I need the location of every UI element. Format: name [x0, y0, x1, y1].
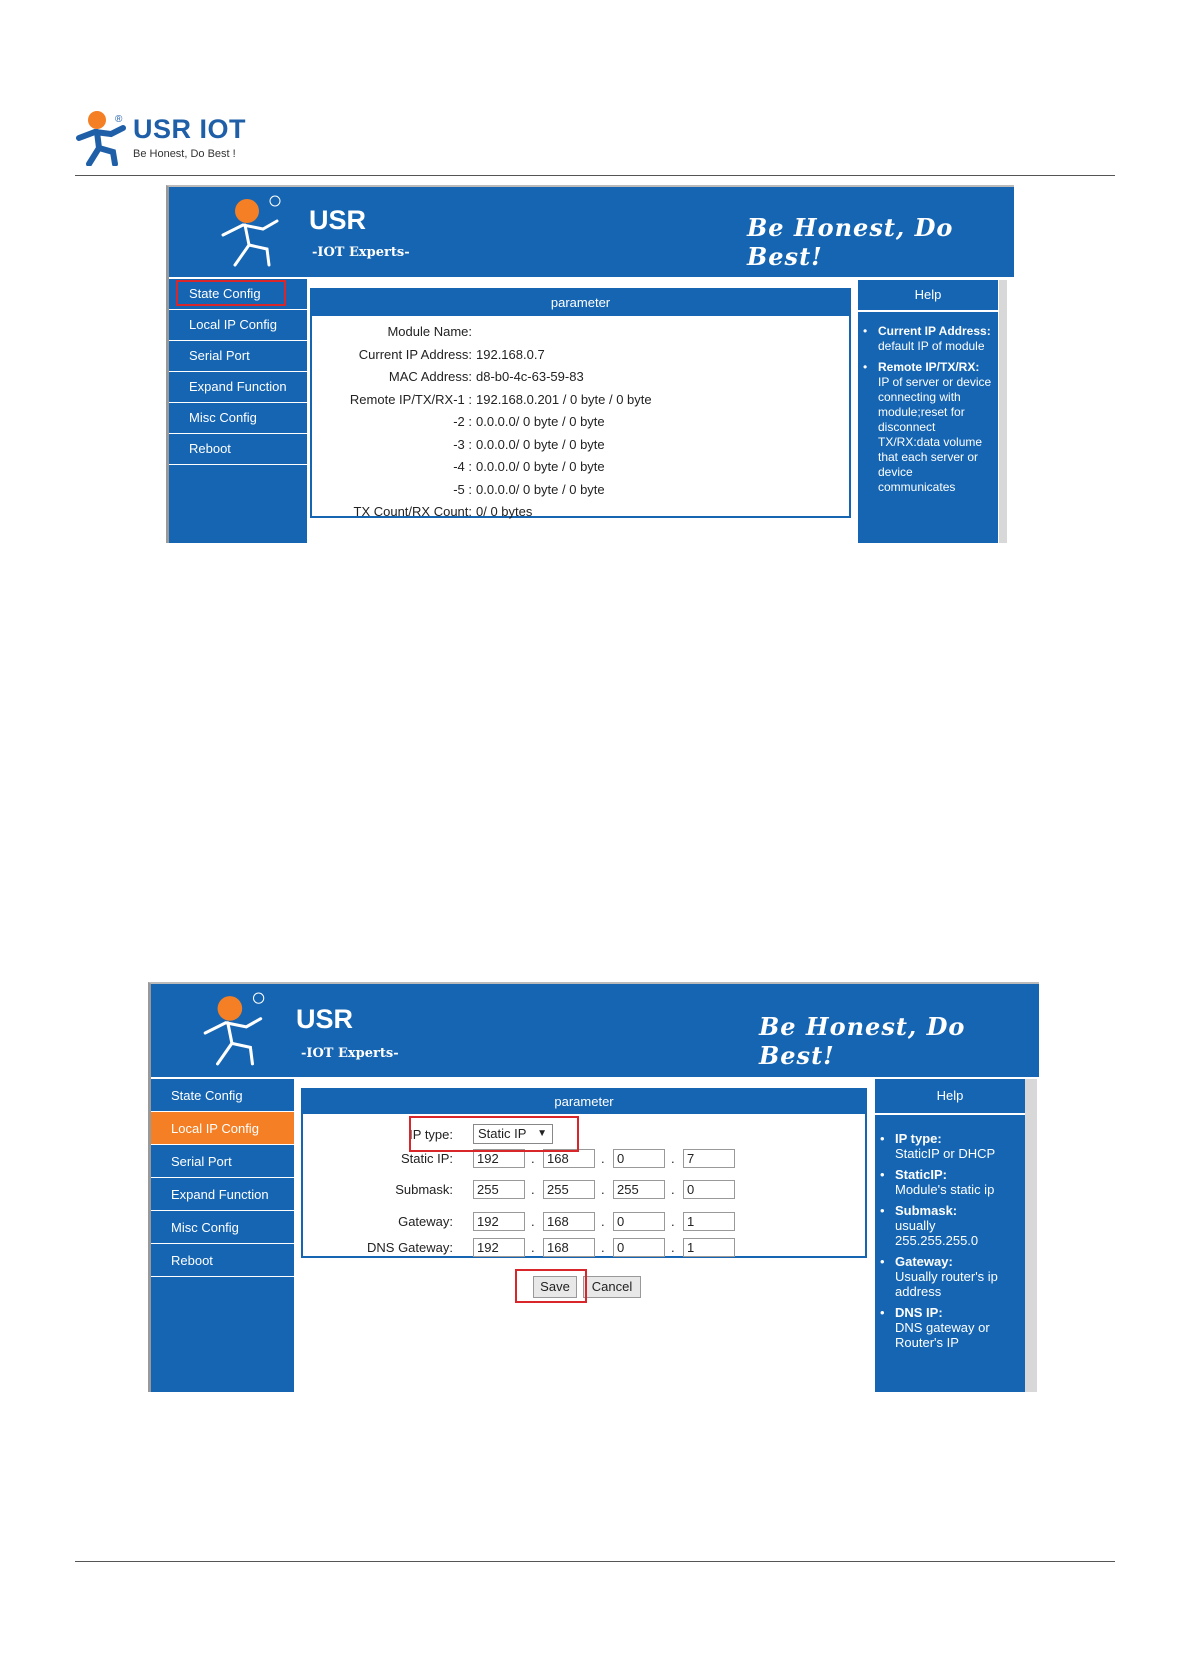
help-item-text: StaticIP or DHCP: [895, 1146, 996, 1161]
ip-octet-input[interactable]: 0: [683, 1180, 735, 1199]
usr-runner-logo-icon: [199, 992, 271, 1070]
ip-octet-input[interactable]: 0: [613, 1149, 665, 1168]
highlight-state-config: [176, 280, 286, 306]
doc-tagline: Be Honest, Do Best !: [133, 148, 236, 160]
help-scrollbar[interactable]: [1025, 1079, 1037, 1392]
nav-serial-port[interactable]: Serial Port: [169, 341, 307, 372]
status-value: 0/ 0 bytes: [476, 504, 533, 519]
svg-text:®: ®: [115, 114, 123, 125]
status-row: [312, 459, 842, 477]
parameter-panel: [310, 288, 851, 518]
status-row: [312, 414, 842, 432]
ip-dot-separator: .: [601, 1214, 605, 1229]
ip-octet-input[interactable]: 1: [683, 1212, 735, 1231]
help-item-text: IP of server or device connecting with module;reset for disconnect TX/RX:data volume that each server or device communicates: [878, 375, 992, 494]
ip-octet-input[interactable]: 168: [543, 1212, 595, 1231]
help-item: [858, 360, 992, 495]
help-header: Help: [875, 1079, 1025, 1115]
parameter-header: parameter: [303, 1090, 865, 1114]
nav-local-ip-config[interactable]: Local IP Config: [151, 1112, 294, 1145]
status-value: 0.0.0.0/ 0 byte / 0 byte: [476, 436, 605, 452]
status-row: [312, 369, 842, 387]
ip-octet-input[interactable]: 168: [543, 1238, 595, 1257]
ip-type-label: IP type:: [409, 1127, 453, 1142]
status-value: 192.168.0.7: [476, 346, 545, 362]
usr-runner-logo-icon: [75, 110, 127, 166]
document-logo: [75, 110, 255, 170]
ip-octet-input[interactable]: 255: [613, 1180, 665, 1199]
nav-reboot[interactable]: Reboot: [169, 434, 307, 465]
status-row: [312, 482, 842, 500]
ip-dot-separator: .: [601, 1240, 605, 1255]
status-label: Current IP Address:: [358, 346, 472, 362]
help-item: [858, 324, 992, 354]
nav-local-ip-config[interactable]: Local IP Config: [169, 310, 307, 341]
sidebar: [151, 1079, 294, 1392]
ip-octet-input[interactable]: 1: [683, 1238, 735, 1257]
status-value: d8-b0-4c-63-59-83: [476, 369, 584, 384]
ip-field-row: [303, 1212, 863, 1232]
status-label: Remote IP/TX/RX-1 :: [349, 391, 472, 407]
status-row: [312, 437, 842, 455]
local-ip-config-screenshot: [148, 982, 1039, 1392]
ip-octet-input[interactable]: 192: [473, 1238, 525, 1257]
ip-octet-input[interactable]: 0: [613, 1212, 665, 1231]
ip-dot-separator: .: [531, 1240, 535, 1255]
banner-slogan: Be Honest, Do Best!: [747, 213, 954, 271]
banner-slogan: Be Honest, Do Best!: [759, 1012, 966, 1070]
help-item-text: Module's static ip: [895, 1182, 995, 1197]
help-list: [858, 324, 992, 501]
status-label: MAC Address:: [388, 369, 472, 384]
footer-divider: [75, 1561, 1115, 1562]
status-row: [312, 504, 842, 522]
ip-dot-separator: .: [671, 1151, 675, 1166]
nav-serial-port[interactable]: Serial Port: [151, 1145, 294, 1178]
nav-expand-function[interactable]: Expand Function: [151, 1178, 294, 1211]
parameter-panel: [301, 1088, 867, 1258]
ip-dot-separator: .: [601, 1151, 605, 1166]
help-item-text: Usually router's ip address: [895, 1269, 998, 1299]
highlight-save: [515, 1269, 587, 1303]
nav-expand-function[interactable]: Expand Function: [169, 372, 307, 403]
banner-subtitle: -IOT Experts-: [312, 245, 410, 260]
help-header: Help: [858, 280, 998, 312]
ip-octet-input[interactable]: 255: [473, 1180, 525, 1199]
cancel-button[interactable]: Cancel: [583, 1276, 641, 1298]
ip-field-label: Static IP:: [400, 1151, 453, 1166]
status-label: -2 :: [453, 414, 472, 429]
ip-octet-input[interactable]: 168: [543, 1149, 595, 1168]
status-label: Module Name:: [387, 324, 472, 339]
ip-dot-separator: .: [531, 1214, 535, 1229]
banner: [169, 187, 1014, 277]
status-label: -4 :: [453, 459, 472, 474]
ip-field-row: [303, 1238, 863, 1258]
nav-misc-config[interactable]: Misc Config: [151, 1211, 294, 1244]
state-config-screenshot: [166, 185, 1014, 543]
parameter-header: parameter: [312, 290, 849, 316]
nav-reboot[interactable]: Reboot: [151, 1244, 294, 1277]
status-label: -3 :: [453, 436, 472, 452]
help-item: [875, 1203, 1021, 1248]
help-item-text: usually 255.255.255.0: [895, 1218, 979, 1248]
help-item: [875, 1254, 1021, 1299]
help-item-title: • Remote IP/TX/RX:: [878, 360, 980, 374]
nav-state-config[interactable]: State Config: [151, 1079, 294, 1112]
help-item: [875, 1305, 1021, 1350]
ip-dot-separator: .: [671, 1182, 675, 1197]
ip-octet-input[interactable]: 7: [683, 1149, 735, 1168]
ip-octet-input[interactable]: 255: [543, 1180, 595, 1199]
ip-type-row: [303, 1124, 863, 1146]
ip-field-label: DNS Gateway:: [367, 1240, 453, 1255]
ip-octet-input[interactable]: 192: [473, 1149, 525, 1168]
ip-octet-input[interactable]: 0: [613, 1238, 665, 1257]
help-panel: [858, 280, 998, 543]
help-item-title: • Submask:: [895, 1203, 958, 1218]
help-item-text: default IP of module: [878, 339, 985, 353]
dropdown-arrow-icon: ▼: [537, 1128, 547, 1139]
banner-brand: USR: [309, 205, 367, 235]
status-label: -5 :: [453, 481, 472, 497]
status-value: 0.0.0.0/ 0 byte / 0 byte: [476, 481, 605, 497]
help-panel: [875, 1079, 1025, 1392]
ip-field-label: Gateway:: [398, 1214, 453, 1229]
status-value: 0.0.0.0/ 0 byte / 0 byte: [476, 459, 605, 474]
help-item: [875, 1131, 1021, 1161]
nav-misc-config[interactable]: Misc Config: [169, 403, 307, 434]
ip-dot-separator: .: [531, 1151, 535, 1166]
header-divider: [75, 175, 1115, 176]
ip-dot-separator: .: [671, 1214, 675, 1229]
ip-dot-separator: .: [531, 1182, 535, 1197]
status-value: 192.168.0.201 / 0 byte / 0 byte: [476, 391, 652, 407]
status-row: [312, 347, 842, 365]
help-item-title: • Current IP Address:: [878, 324, 991, 338]
status-row: [312, 392, 842, 410]
doc-brand-name: USR IOT: [133, 114, 247, 144]
status-label: TX Count/RX Count:: [353, 504, 472, 519]
ip-dot-separator: .: [671, 1240, 675, 1255]
ip-field-row: [303, 1149, 863, 1169]
highlight-ip-type: [409, 1116, 579, 1152]
ip-type-select[interactable]: Static IP ▼: [473, 1124, 553, 1144]
help-item-title: • DNS IP:: [895, 1305, 943, 1320]
help-scrollbar[interactable]: [999, 280, 1007, 543]
usr-runner-logo-icon: [217, 195, 287, 271]
status-value: 0.0.0.0/ 0 byte / 0 byte: [476, 414, 605, 429]
help-item-text: DNS gateway or Router's IP: [895, 1320, 990, 1350]
ip-dot-separator: .: [601, 1182, 605, 1197]
help-list: [875, 1131, 1021, 1356]
status-row: [312, 324, 842, 342]
ip-field-label: Submask:: [395, 1182, 453, 1197]
ip-field-row: [303, 1180, 863, 1200]
save-button[interactable]: Save: [533, 1276, 577, 1298]
help-item-title: • Gateway:: [895, 1254, 953, 1269]
help-item: [875, 1167, 1021, 1197]
help-item-title: • StaticIP:: [895, 1167, 948, 1182]
banner: [151, 984, 1039, 1077]
sidebar: [169, 279, 307, 543]
help-item-title: • IP type:: [895, 1131, 942, 1146]
banner-brand: USR: [296, 1004, 354, 1034]
banner-subtitle: -IOT Experts-: [301, 1046, 399, 1061]
ip-octet-input[interactable]: 192: [473, 1212, 525, 1231]
nav-state-config[interactable]: State Config: [169, 279, 307, 310]
